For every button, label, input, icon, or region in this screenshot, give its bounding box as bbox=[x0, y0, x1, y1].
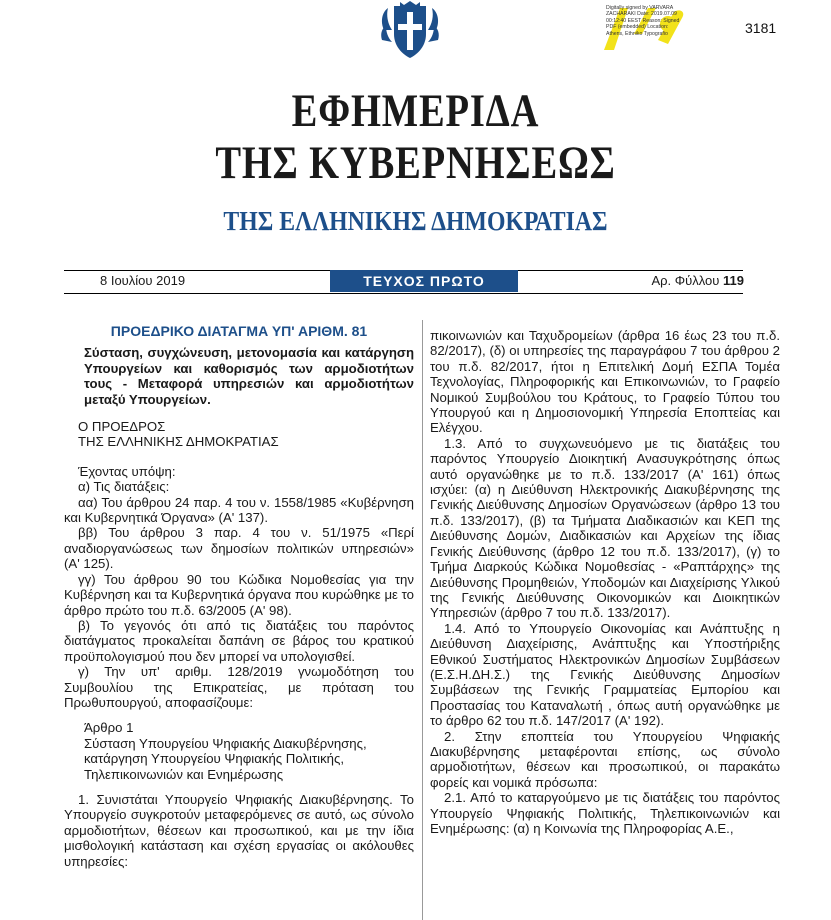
paragraph: 1. Συνιστάται Υπουργείο Ψηφιακής Διακυβέρνησης. Το Υπουργείο συγκροτούν μεταφερόμενες σε αυτό, ως σύνολο αρμοδιοτήτων, θέσεων και προσωπικού, και με την ίδια μισθολογική κατάσταση και σχέση εργασίας οι ακόλουθες υπηρεσίες: bbox=[64, 791, 414, 869]
paragraph: πικοινωνιών και Ταχυδρομείων (άρθρα 16 έως 23 του π.δ. 82/2017), (δ) οι υπηρεσίες της παραγράφου 7 του άρθρου 2 του π.δ. 82/2017, ήτοι η Επιτελική Δομή ΕΣΠΑ Τομέα Τεχνολογίας, Πληροφορικής και Επικοινωνιών, το Γραφείο Νομικού Συμβούλου του Κράτους, το Γραφείο Τύπου του Υπουργού και η Δημοσιονομική Υπηρεσία Εποπτείας και Ελέγχου. bbox=[430, 328, 780, 436]
issue-date: 8 Ιουλίου 2019 bbox=[100, 273, 186, 288]
paragraph: γγ) Του άρθρου 90 του Κώδικα Νομοθεσίας για την Κυβέρνηση και τα Κυβερνητικά όργανα που κυρώθηκε με το άρθρο πρώτο του π.δ. 63/2005 (Α' 98). bbox=[64, 571, 414, 618]
president-line2: ΤΗΣ ΕΛΛΗΝΙΚΗΣ ΔΗΜΟΚΡΑΤΙΑΣ bbox=[78, 434, 279, 450]
paragraph: αα) Του άρθρου 24 παρ. 4 του ν. 1558/1985 «Κυβέρνηση και Κυβερνητικά Όργανα» (Α' 137). bbox=[64, 494, 414, 526]
paragraph: 1.4. Από το Υπουργείο Οικονομίας και Ανάπτυξης η Διεύθυνση Διαχείρισης, Ανάπτυξης και Υποστήριξης Εθνικού Συστήματος Ηλεκτρονικών Δημοσίων Συμβάσεων (Ε.Σ.Η.ΔΗ.Σ.) της Γενικής Διεύθυνσης Δημοσίων Συμβάσεων της Γενικής Γραμματείας Εμπορίου και Προστασίας του Καταναλωτή , όπως αυτή οργανώθηκε με το άρθρο 62 του π.δ. 147/2017 (Α' 192). bbox=[430, 620, 780, 729]
greek-coat-of-arms-icon bbox=[378, 0, 442, 62]
president-line1: Ο ΠΡΟΕΔΡΟΣ bbox=[78, 419, 166, 435]
paragraph: 2.1. Από το καταργούμενο με τις διατάξεις του παρόντος Υπουργείο Ψηφιακής Πολιτικής, Τηλεπικοινωνιών και Ενημέρωσης: (α) η Κοινωνία της Πληροφορίας Α.Ε., bbox=[430, 790, 780, 836]
signature-stamp-text: Digitally signed by VARVARA ZACHARAKI Date: 2019.07.09 00:12:40 EEST Reason: Signed PDF (embedded) Location: Athens, Ethniko Typografio bbox=[606, 5, 680, 37]
left-column bbox=[64, 320, 414, 869]
paragraph: Έχοντας υπόψη: bbox=[78, 463, 176, 479]
sheet-label: Αρ. Φύλλου bbox=[651, 273, 720, 288]
sheet-number bbox=[620, 273, 744, 288]
paragraph: 2. Στην εποπτεία του Υπουργείου Ψηφιακής Διακυβέρνησης μεταφέρονται επίσης, ως σύνολο αρμοδιοτήτων, θέσεων και προσωπικού, οι παρακάτω φορείς και νομικά πρόσωπα: bbox=[430, 728, 780, 790]
article-title: Σύσταση Υπουργείου Ψηφιακής Διακυβέρνησης, κατάργηση Υπουργείου Ψηφιακής Πολιτικής, Τηλεπικοινωνιών και Ενημέρωσης bbox=[84, 735, 367, 782]
column-divider bbox=[422, 320, 423, 920]
page-number: 3181 bbox=[745, 20, 777, 36]
paragraph: α) Τις διατάξεις: bbox=[78, 479, 170, 495]
paragraph: ββ) Του άρθρου 3 παρ. 4 του ν. 51/1975 «Περί αναδιοργανώσεως των δημοσίων πολιτικών υπηρεσιών» (Α' 125). bbox=[64, 525, 414, 572]
gazette-title-line2: ΤΗΣ ΚΥΒΕΡΝΗΣΕΩΣ bbox=[215, 137, 616, 189]
paragraph: β) Το γεγονός ότι από τις διατάξεις του παρόντος διατάγματος προκαλείται δαπάνη σε βάρος του κρατικού προϋπολογισμού που δεν μπορεί να υπολογισθεί. bbox=[64, 617, 414, 664]
decree-title: ΠΡΟΕΔΡΙΚΟ ΔΙΑΤΑΓΜΑ ΥΠ' ΑΡΙΘΜ. 81 bbox=[110, 323, 368, 339]
article-heading-block bbox=[84, 720, 414, 782]
president-heading bbox=[78, 419, 414, 450]
gazette-subtitle: ΤΗΣ ΕΛΛΗΝΙΚΗΣ ΔΗΜΟΚΡΑΤΙΑΣ bbox=[223, 206, 608, 236]
gazette-title-line1: ΕΦΗΜΕΡΙΔΑ bbox=[291, 85, 540, 137]
decree-subtitle: Σύσταση, συγχώνευση, μετονομασία και κατάργηση Υπουργείων και καθορισμός των αρμοδιοτήτων τους - Μεταφορά υπηρεσιών και αρμοδιοτήτων μεταξύ Υπουργείων. bbox=[84, 345, 414, 407]
sheet-number-value: 119 bbox=[723, 273, 744, 288]
article-heading: Άρθρο 1 bbox=[84, 720, 134, 736]
issue-label: ΤΕΥΧΟΣ ΠΡΩΤΟ bbox=[330, 270, 518, 292]
paragraph: 1.3. Από το συγχωνευόμενο με τις διατάξεις του παρόντος Υπουργείο Διοικητική Ανασυγκρότησης όπως αυτό οργανώθηκε με το π.δ. 133/2017 (Α' 161) όπως ισχύει: (α) η Διεύθυνση Ηλεκτρονικής Διακυβέρνησης της Γενικής Διεύθυνσης Δημοσίων Οργανώσεων (άρθρο 13 του π.δ. 133/2017), (β) τα Τμήματα Διαδικασιών και ΚΕΠ της Διεύθυνσης Δομών, Διαδικασιών και Αρχείων της ίδιας Γενικής Διεύθυνσης (άρθρο 12 του π.δ. 133/2017), (γ) το Τμήμα Διαρκούς Κώδικα Νομοθεσίας - «Ραπτάρχης» της Διεύθυνσης Προμηθειών, Υποδομών και Διαχείρισης Υλικού της Γενικής Διεύθυνσης Οικονομικών και Διοικητικών Υπηρεσιών (άρθρο 7 του π.δ. 133/2017). bbox=[430, 435, 780, 621]
paragraph: γ) Την υπ' αριθμ. 128/2019 γνωμοδότηση του Συμβουλίου της Επικρατείας, με πρόταση του Πρωθυπουργού, αποφασίζουμε: bbox=[64, 664, 414, 710]
right-column bbox=[430, 328, 780, 836]
